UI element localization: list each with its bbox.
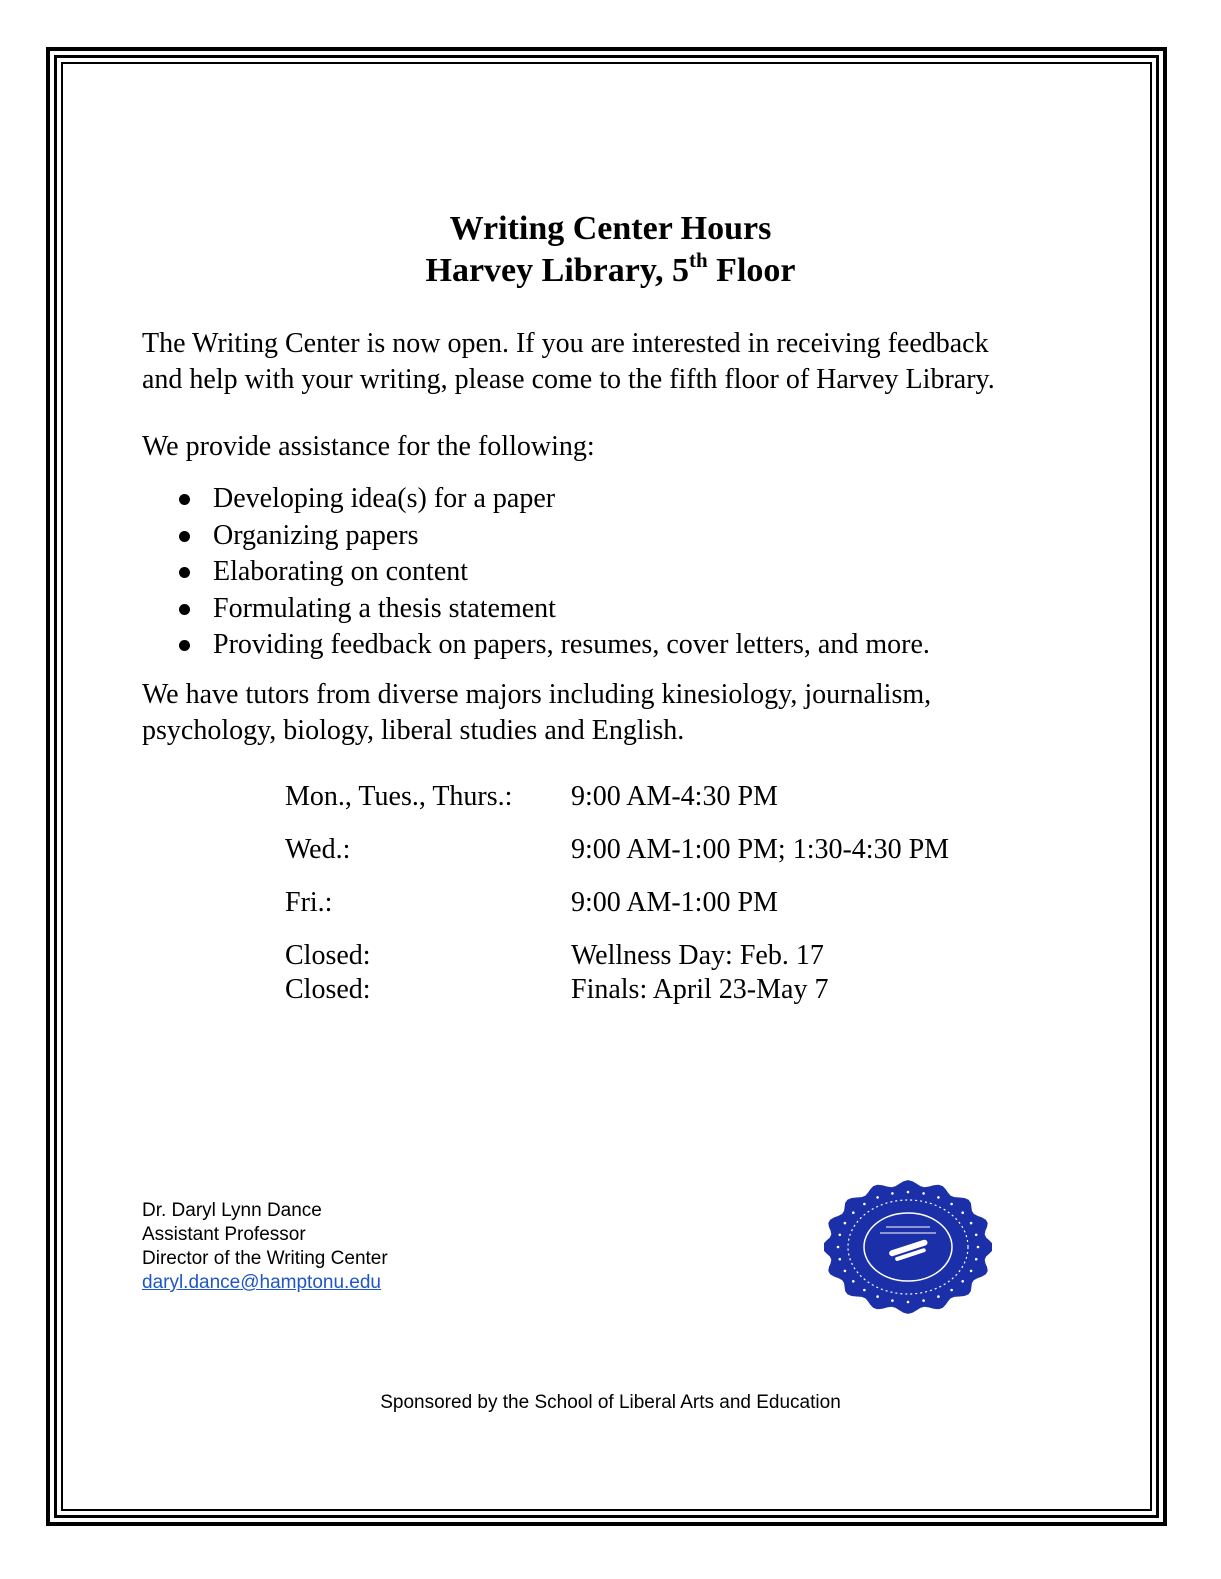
seal-dot — [937, 1196, 940, 1199]
seal-dot — [852, 1280, 855, 1283]
seal-dot — [839, 1258, 842, 1261]
hours-day: Closed: — [285, 974, 371, 1005]
list-item: Providing feedback on papers, resumes, cover letters, and more. — [142, 627, 1042, 664]
hours-row — [285, 886, 1045, 920]
assistance-lead: We provide assistance for the following: — [142, 431, 595, 462]
seal-dot — [907, 1191, 910, 1194]
contact-email-link[interactable]: daryl.dance@hamptonu.edu — [142, 1272, 382, 1293]
seal-dot — [891, 1299, 894, 1302]
seal-dot — [961, 1280, 964, 1283]
seal-graphic — [824, 1180, 992, 1314]
tutors-paragraph: We have tutors from diverse majors including kinesiology, journalism, psychology, biology, liberal studies and English. — [142, 679, 932, 746]
intro-paragraph: The Writing Center is now open. If you are interested in receiving feedback and help with your writing, please come to the fifth floor of Harvey Library. — [142, 328, 995, 395]
bullet-icon — [179, 567, 190, 578]
seal-dot — [975, 1234, 978, 1237]
seal-dot — [961, 1211, 964, 1214]
hours-table — [285, 780, 1045, 1007]
hours-time: Finals: April 23-May 7 — [571, 974, 829, 1005]
sponsor-footer: Sponsored by the School of Liberal Arts and Education — [380, 1392, 841, 1413]
seal-dot — [839, 1234, 842, 1237]
bullet-icon — [179, 531, 190, 542]
seal-dot — [907, 1301, 910, 1304]
title-line-1: Writing Center Hours — [449, 210, 772, 247]
seal-dot — [844, 1222, 847, 1225]
hours-row — [285, 780, 1045, 814]
bullet-icon — [179, 494, 190, 505]
list-item: Developing idea(s) for a paper — [142, 481, 1042, 518]
title-line-2: Harvey Library, 5th Floor — [425, 247, 796, 289]
seal-dot — [837, 1246, 840, 1249]
seal-dot — [863, 1203, 866, 1206]
seal-dot — [863, 1289, 866, 1292]
list-item: Elaborating on content — [142, 554, 1042, 591]
list-item: Organizing papers — [142, 518, 1042, 555]
seal-dot — [970, 1270, 973, 1273]
contact-title: Assistant Professor — [142, 1224, 306, 1245]
seal-dot — [876, 1196, 879, 1199]
university-seal-logo — [824, 1180, 992, 1314]
hours-time: 9:00 AM-1:00 PM — [571, 887, 778, 918]
hours-day: Fri.: — [285, 887, 333, 918]
contact-block — [142, 1199, 388, 1295]
seal-dot — [876, 1295, 879, 1298]
seal-dot — [950, 1203, 953, 1206]
seal-dot — [922, 1192, 925, 1195]
bullet-icon — [179, 640, 190, 651]
list-item: Formulating a thesis statement — [142, 591, 1042, 628]
hours-day: Wed.: — [285, 834, 351, 865]
hours-day: Mon., Tues., Thurs.: — [285, 781, 513, 812]
contact-role: Director of the Writing Center — [142, 1248, 388, 1269]
seal-dot — [852, 1211, 855, 1214]
seal-dot — [844, 1270, 847, 1273]
seal-dot — [977, 1246, 980, 1249]
hours-time: 9:00 AM-4:30 PM — [571, 781, 778, 812]
page-title — [0, 208, 1221, 292]
seal-dot — [937, 1295, 940, 1298]
hours-row — [285, 939, 1045, 973]
assistance-list — [142, 481, 1042, 664]
seal-dot — [970, 1222, 973, 1225]
hours-time: 9:00 AM-1:00 PM; 1:30-4:30 PM — [571, 834, 950, 865]
bullet-icon — [179, 604, 190, 615]
seal-dot — [891, 1192, 894, 1195]
seal-dot — [950, 1289, 953, 1292]
seal-dot — [975, 1258, 978, 1261]
hours-time: Wellness Day: Feb. 17 — [571, 940, 824, 971]
contact-name: Dr. Daryl Lynn Dance — [142, 1200, 322, 1221]
hours-row — [285, 833, 1045, 867]
seal-dot — [922, 1299, 925, 1302]
hours-row — [285, 973, 1045, 1007]
hours-day: Closed: — [285, 940, 371, 971]
